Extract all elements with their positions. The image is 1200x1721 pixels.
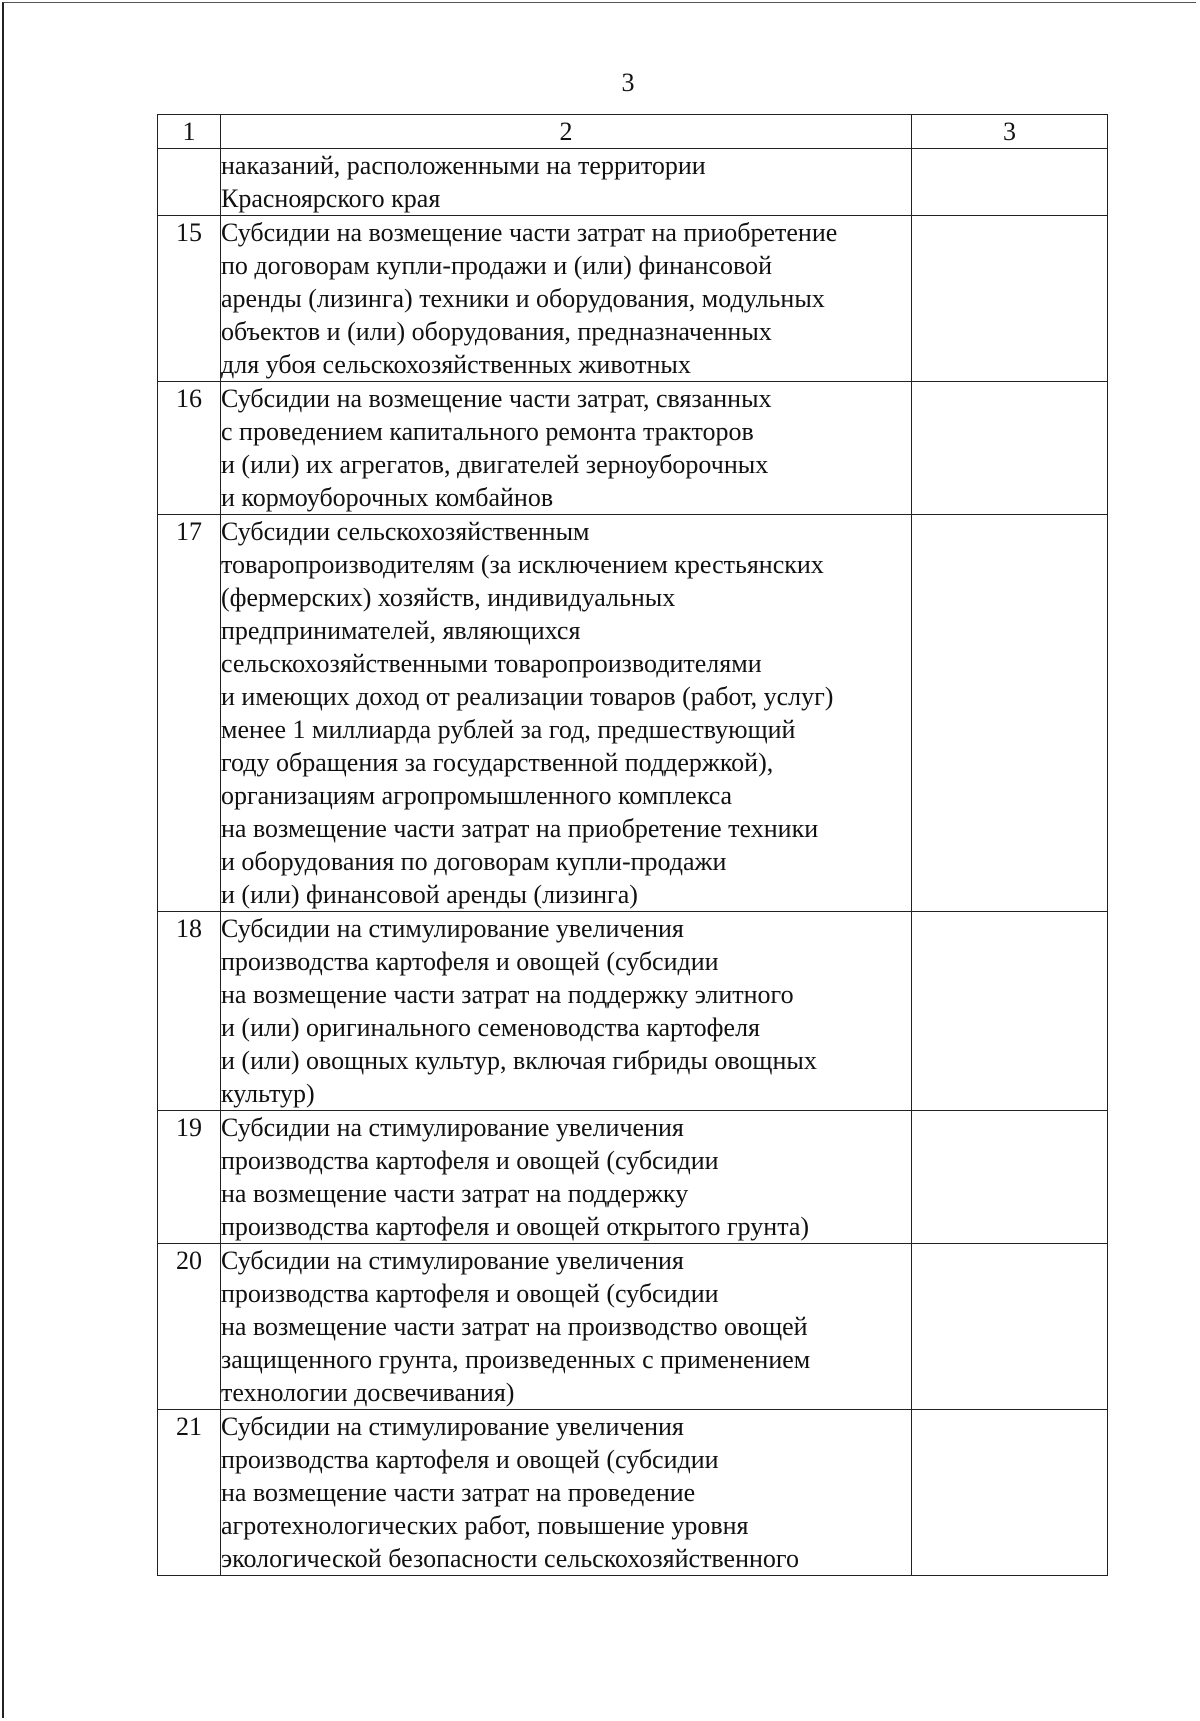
description-line: по договорам купли-продажи и (или) финансовой — [221, 251, 773, 280]
header-col-3: 3 — [912, 115, 1108, 149]
description-line: Красноярского края — [221, 184, 441, 213]
description-line: на возмещение части затрат на производство овощей — [221, 1312, 808, 1341]
description-line: менее 1 миллиарда рублей за год, предшествующий — [221, 715, 796, 744]
description-line: производства картофеля и овощей открытого грунта) — [221, 1212, 810, 1241]
description-line: культур) — [221, 1079, 315, 1108]
description-line: технологии досвечивания) — [221, 1378, 515, 1407]
description-line: производства картофеля и овощей (субсидии — [221, 1445, 719, 1474]
description-line: Субсидии на стимулирование увеличения — [221, 1113, 684, 1142]
description-line: объектов и (или) оборудования, предназначенных — [221, 317, 772, 346]
description-line: и кормоуборочных комбайнов — [221, 483, 554, 512]
description-line: производства картофеля и овощей (субсидии — [221, 947, 719, 976]
description-line: Субсидии на возмещение части затрат на приобретение — [221, 218, 838, 247]
description-line: и (или) финансовой аренды (лизинга) — [221, 880, 638, 909]
description-line: и оборудования по договорам купли-продажи — [221, 847, 727, 876]
description-line: с проведением капитального ремонта тракторов — [221, 417, 754, 446]
description-line: Субсидии на возмещение части затрат, связанных — [221, 384, 772, 413]
description-line: на возмещение части затрат на проведение — [221, 1478, 696, 1507]
description-line: Субсидии на стимулирование увеличения — [221, 1246, 684, 1275]
row-description — [221, 1410, 912, 1576]
description-line: на возмещение части затрат на поддержку — [221, 1179, 689, 1208]
description-line: Субсидии на стимулирование увеличения — [221, 914, 684, 943]
table-row — [158, 912, 1108, 1111]
table-row — [158, 149, 1108, 216]
table-row — [158, 1111, 1108, 1244]
description-line: предпринимателей, являющихся — [221, 616, 581, 645]
header-col-2: 2 — [221, 115, 912, 149]
header-row — [158, 115, 1108, 149]
description-line: на возмещение части затрат на приобретение техники — [221, 814, 819, 843]
row-number: 19 — [158, 1111, 221, 1244]
row-description — [221, 216, 912, 382]
row-number: 17 — [158, 515, 221, 912]
description-line: сельскохозяйственными товаропроизводителями — [221, 649, 762, 678]
table-row — [158, 216, 1108, 382]
description-line: наказаний, расположенными на территории — [221, 151, 706, 180]
description-line: аренды (лизинга) техники и оборудования, модульных — [221, 284, 825, 313]
row-number: 20 — [158, 1244, 221, 1410]
row-col-3 — [912, 515, 1108, 912]
table-body — [158, 149, 1108, 1576]
row-description — [221, 515, 912, 912]
description-line: организациям агропромышленного комплекса — [221, 781, 733, 810]
page-number: 3 — [621, 68, 635, 97]
table-header — [158, 115, 1108, 149]
row-col-3 — [912, 1244, 1108, 1410]
description-line: производства картофеля и овощей (субсидии — [221, 1146, 719, 1175]
description-line: и (или) оригинального семеноводства картофеля — [221, 1013, 761, 1042]
row-col-3 — [912, 216, 1108, 382]
table-row — [158, 1410, 1108, 1576]
description-line: и (или) их агрегатов, двигателей зерноуборочных — [221, 450, 769, 479]
description-line: экологической безопасности сельскохозяйственного — [221, 1544, 799, 1573]
row-description — [221, 1111, 912, 1244]
description-line: агротехнологических работ, повышение уровня — [221, 1511, 749, 1540]
table-row — [158, 515, 1108, 912]
row-number: 15 — [158, 216, 221, 382]
row-number: 18 — [158, 912, 221, 1111]
description-line: и имеющих доход от реализации товаров (работ, услуг) — [221, 682, 834, 711]
description-line: для убоя сельскохозяйственных животных — [221, 350, 691, 379]
description-line: году обращения за государственной поддержкой), — [221, 748, 774, 777]
row-number: 16 — [158, 382, 221, 515]
description-line: производства картофеля и овощей (субсидии — [221, 1279, 719, 1308]
row-col-3 — [912, 912, 1108, 1111]
description-line: товаропроизводителям (за исключением крестьянских — [221, 550, 824, 579]
row-description — [221, 1244, 912, 1410]
description-line: на возмещение части затрат на поддержку элитного — [221, 980, 794, 1009]
table-row — [158, 382, 1108, 515]
header-col-1: 1 — [158, 115, 221, 149]
subsidy-table — [157, 114, 1108, 1576]
row-number — [158, 149, 221, 216]
row-col-3 — [912, 1410, 1108, 1576]
table-row — [158, 1244, 1108, 1410]
description-line: Субсидии сельскохозяйственным — [221, 517, 590, 546]
description-line: Субсидии на стимулирование увеличения — [221, 1412, 684, 1441]
description-line: (фермерских) хозяйств, индивидуальных — [221, 583, 676, 612]
row-col-3 — [912, 382, 1108, 515]
row-col-3 — [912, 1111, 1108, 1244]
row-col-3 — [912, 149, 1108, 216]
description-line: защищенного грунта, произведенных с применением — [221, 1345, 811, 1374]
row-description — [221, 149, 912, 216]
row-number: 21 — [158, 1410, 221, 1576]
description-line: и (или) овощных культур, включая гибриды овощных — [221, 1046, 817, 1075]
row-description — [221, 912, 912, 1111]
row-description — [221, 382, 912, 515]
